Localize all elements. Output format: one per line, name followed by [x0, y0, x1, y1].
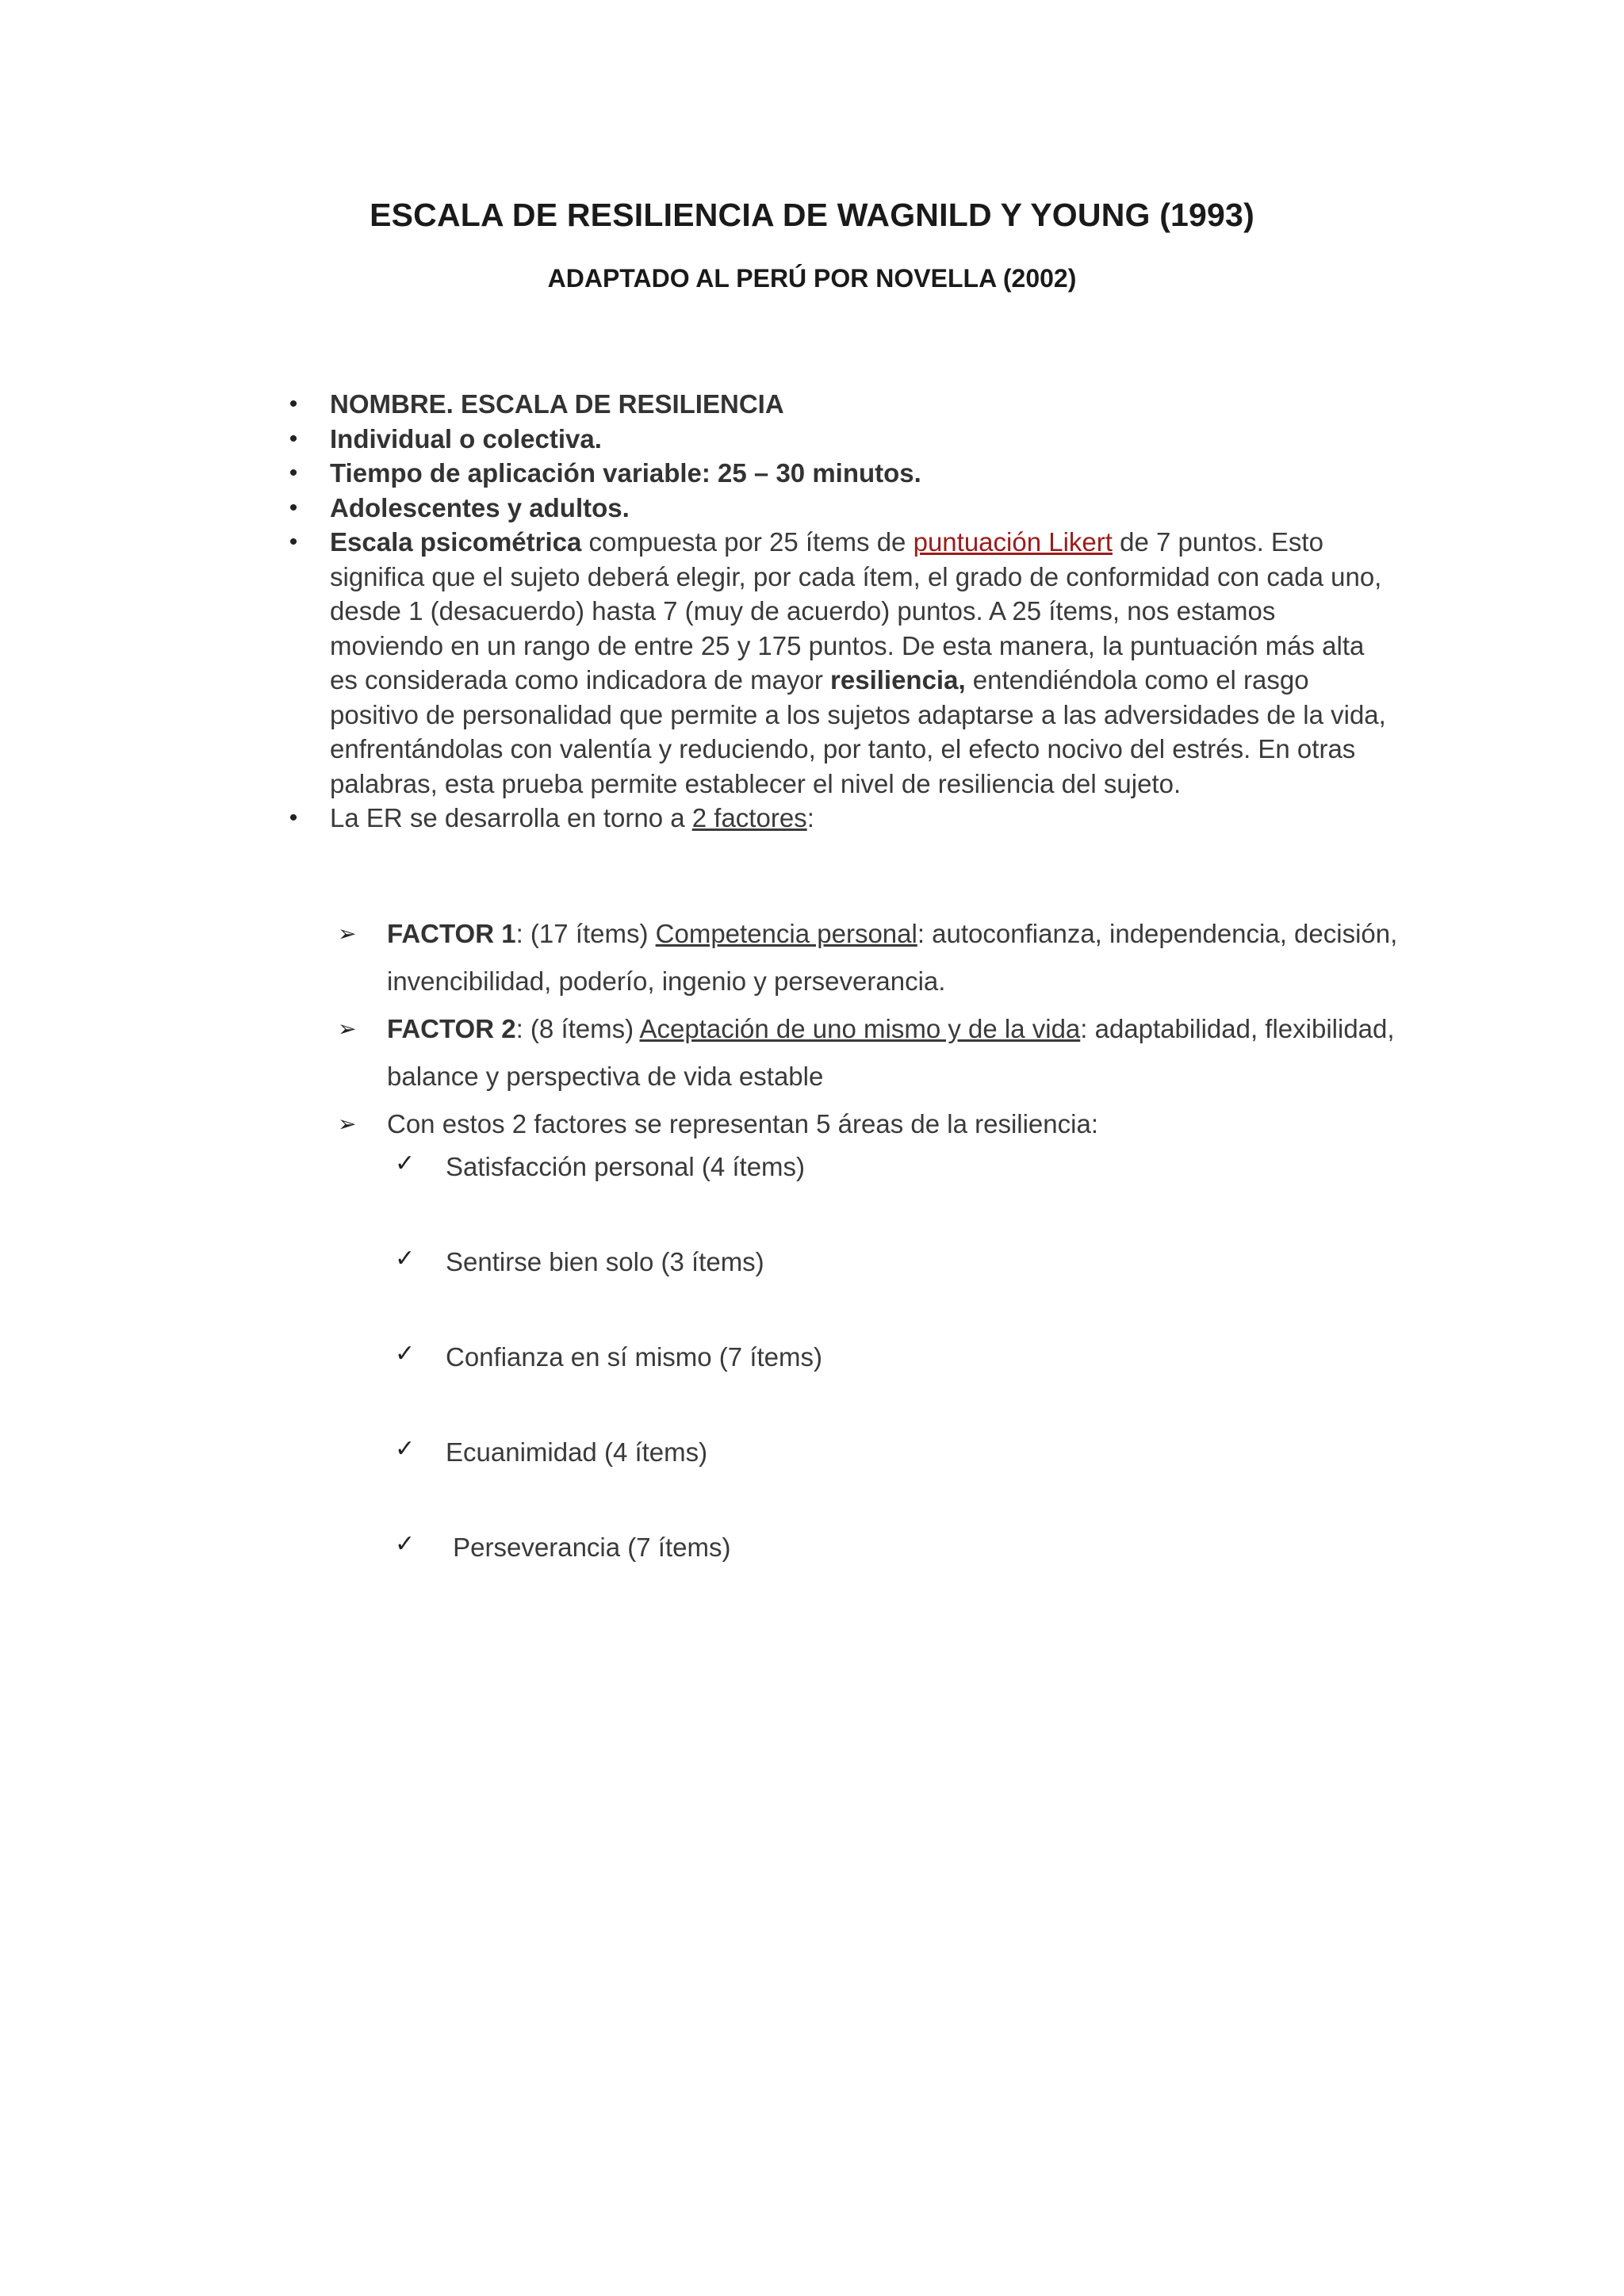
area-text: Perseverancia (7 ítems)	[446, 1533, 731, 1562]
factor-item-areas-intro	[338, 1100, 1400, 1148]
bullet-text: NOMBRE. ESCALA DE RESILIENCIA	[330, 389, 784, 419]
factor-text: Con estos 2 factores se representan 5 áreas de la resiliencia:	[387, 1109, 1098, 1138]
checkmark-icon: ✓	[395, 1150, 416, 1177]
bullet-icon: •	[289, 460, 298, 486]
document-title: ESCALA DE RESILIENCIA DE WAGNILD Y YOUNG (1993)	[370, 197, 1254, 233]
factor-text: : (17 ítems)	[515, 919, 656, 948]
bullet-icon: •	[289, 494, 298, 521]
checkmark-icon: ✓	[395, 1246, 416, 1272]
bold-term: resiliencia,	[830, 665, 966, 695]
bullet-text: Tiempo de aplicación variable: 25 – 30 minutos.	[330, 458, 921, 488]
area-list	[395, 1150, 822, 1625]
bold-term: Escala psicométrica	[330, 527, 582, 557]
bullet-item-factors	[285, 801, 1396, 836]
area-text: Sentirse bien solo (3 ítems)	[446, 1247, 764, 1276]
checkmark-icon: ✓	[395, 1341, 416, 1367]
area-item	[395, 1340, 822, 1435]
paragraph-text: :	[806, 803, 814, 832]
arrow-bullet-icon: ➢	[338, 1112, 357, 1136]
paragraph-text: La ER se desarrolla en torno a	[330, 803, 692, 832]
factor-item-2	[338, 1005, 1400, 1100]
bullet-text: Individual o colectiva.	[330, 423, 602, 453]
area-item	[395, 1245, 822, 1340]
area-item	[395, 1530, 822, 1625]
paragraph-text: de 7 puntos. Esto significa que el sujeto deberá elegir, por cada ítem, el grado de conformidad con cada uno, desde 1 (desacuerdo) hasta 7 (muy de acuerdo) puntos. A 25 ítems, nos estamos moviendo en un rango de entre 25 y 175 puntos. De esta manera, la puntuación más alta es considerada como indicadora de mayor	[330, 527, 1382, 695]
bullet-icon: •	[289, 805, 298, 831]
checkmark-icon: ✓	[395, 1531, 416, 1557]
checkmark-icon: ✓	[395, 1436, 416, 1462]
factor-text: : (8 ítems)	[515, 1014, 640, 1043]
factor-text: : autoconfianza, independencia, decisión, invencibilidad, poderío, ingenio y perseverancia.	[387, 919, 1398, 996]
factor-label: FACTOR 1	[387, 919, 516, 948]
bullet-text: Adolescentes y adultos.	[330, 492, 630, 522]
paragraph-text: entendiéndola como el rasgo positivo de personalidad que permite a los sujetos adaptarse a las adversidades de la vida, enfrentándolas con valentía y reduciendo, por tanto, el efecto nocivo del estrés. En otras palabras, esta prueba permite establecer el nivel de resiliencia del sujeto.	[330, 665, 1386, 798]
document-subtitle: ADAPTADO AL PERÚ POR NOVELLA (2002)	[547, 264, 1077, 293]
factor-name: Aceptación de uno mismo y de la vida	[639, 1014, 1081, 1043]
bullet-icon: •	[289, 425, 298, 452]
factor-list	[338, 910, 1400, 1148]
factor-text: : adaptabilidad, flexibilidad, balance y perspectiva de vida estable	[387, 1014, 1395, 1091]
bullet-item-mode	[285, 422, 1396, 457]
bullet-item-time	[285, 456, 1396, 491]
area-item	[395, 1150, 822, 1245]
area-text: Confianza en sí mismo (7 ítems)	[446, 1342, 822, 1372]
bullet-item-population	[285, 491, 1396, 526]
bullet-item-name	[285, 387, 1396, 422]
area-text: Ecuanimidad (4 ítems)	[446, 1437, 708, 1467]
area-item	[395, 1435, 822, 1530]
likert-link[interactable]: puntuación Likert	[913, 527, 1113, 557]
paragraph-text: compuesta por 25 ítems de	[581, 527, 914, 557]
arrow-bullet-icon: ➢	[338, 921, 357, 946]
bullet-item-description	[285, 525, 1396, 801]
area-text: Satisfacción personal (4 ítems)	[446, 1152, 806, 1181]
underlined-text: 2 factores	[691, 803, 807, 832]
bullet-icon: •	[289, 529, 298, 555]
factor-item-1	[338, 910, 1400, 1005]
factor-name: Competencia personal	[655, 919, 917, 948]
arrow-bullet-icon: ➢	[338, 1016, 357, 1041]
bullet-icon: •	[289, 391, 298, 417]
factor-label: FACTOR 2	[387, 1014, 516, 1043]
bullet-list	[285, 387, 1396, 836]
